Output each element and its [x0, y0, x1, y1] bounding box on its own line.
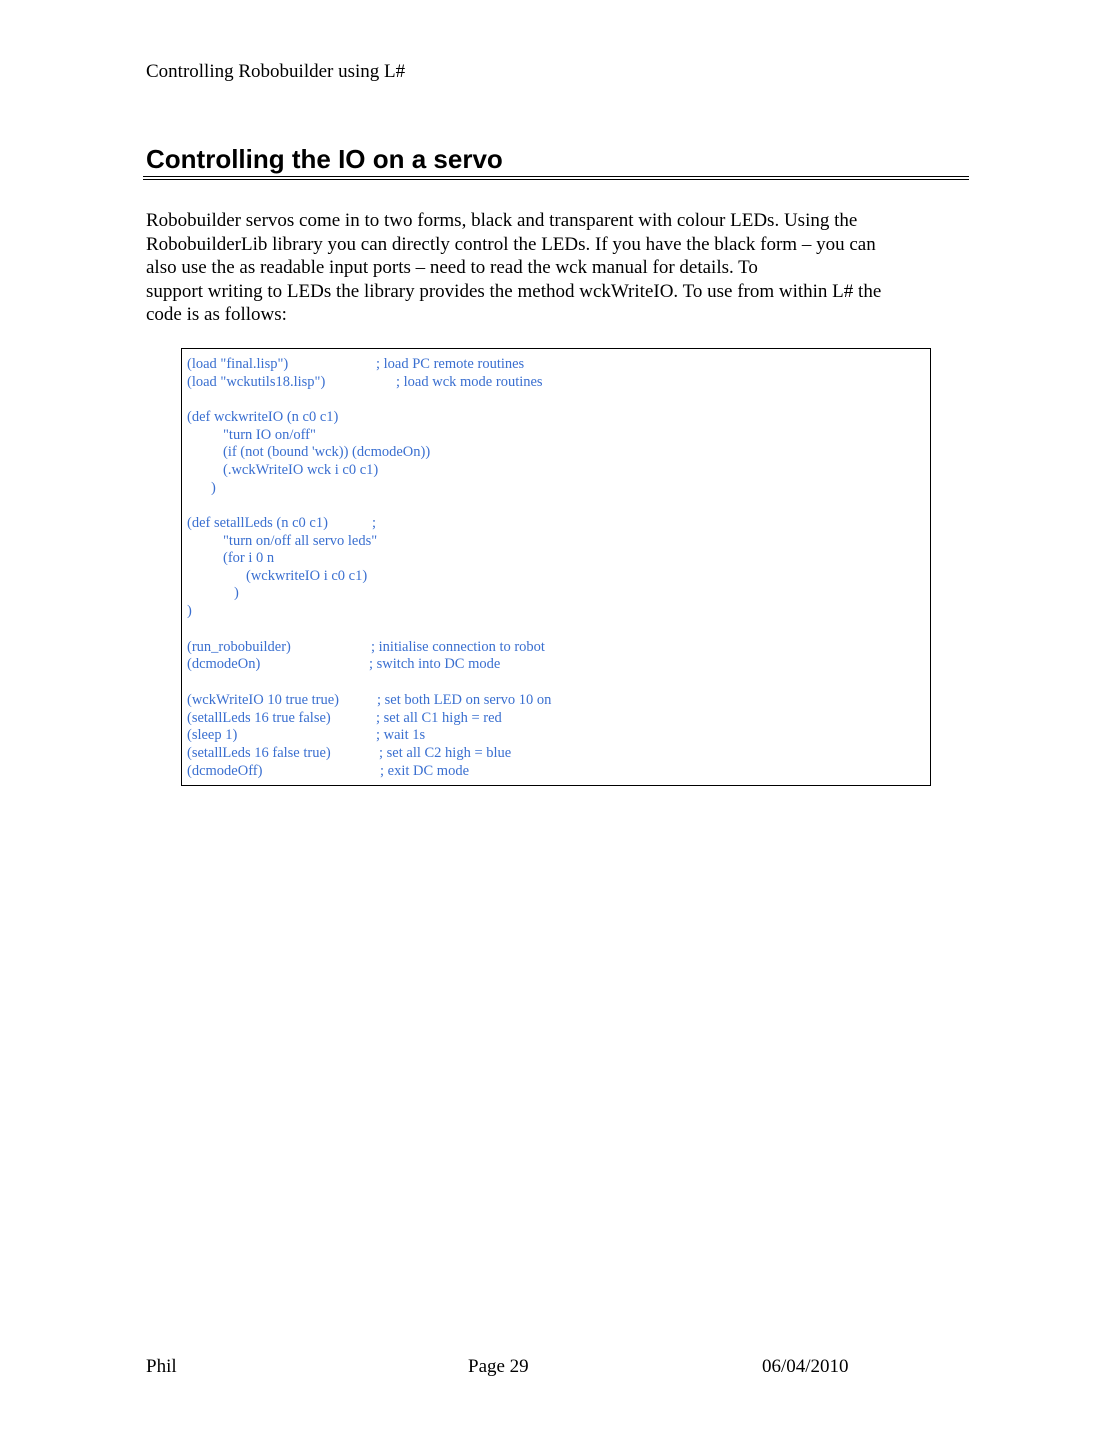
code-listing [181, 348, 931, 786]
code-text: ) [187, 603, 192, 619]
code-comment: ; set both LED on servo 10 on [377, 692, 552, 708]
code-text: ) [211, 480, 216, 496]
code-line [246, 567, 916, 585]
code-line [187, 691, 927, 709]
code-line [223, 461, 923, 479]
code-comment: ; set all C2 high = blue [379, 745, 512, 761]
running-header: Controlling Robobuilder using L# [146, 61, 406, 82]
code-text: (dcmodeOn) [187, 656, 261, 672]
code-line [223, 532, 923, 550]
code-text: (run_robobuilder) [187, 639, 291, 655]
code-line [187, 709, 927, 727]
code-text: (dcmodeOff) [187, 763, 263, 779]
code-line [187, 762, 927, 780]
code-comment: ; [372, 515, 377, 531]
code-text: "turn IO on/off" [223, 427, 316, 443]
code-line [187, 602, 927, 620]
code-line [187, 638, 927, 656]
code-line [187, 373, 927, 391]
code-text: (load "wckutils18.lisp") [187, 374, 326, 390]
code-line [187, 355, 927, 373]
code-comment: ; set all C1 high = red [376, 710, 502, 726]
code-text: (.wckWriteIO wck i c0 c1) [223, 462, 379, 478]
code-comment: ; wait 1s [376, 727, 426, 743]
code-line [187, 408, 927, 426]
intro-line: RobobuilderLib library you can directly control the LEDs. If you have the black form – you can [146, 233, 876, 255]
code-text: (for i 0 n [223, 550, 275, 566]
intro-line: code is as follows: [146, 304, 287, 326]
code-text: (wckWriteIO 10 true true) [187, 692, 340, 708]
code-comment: ; load wck mode routines [396, 374, 543, 390]
code-text: (if (not (bound 'wck)) (dcmodeOn)) [223, 444, 431, 460]
code-line [187, 726, 927, 744]
intro-line: support writing to LEDs the library provides the method wckWriteIO. To use from within L# the [146, 280, 882, 302]
heading-rule [143, 176, 969, 180]
intro-paragraph [146, 209, 956, 327]
code-text: ) [234, 585, 239, 601]
code-text: (wckwriteIO i c0 c1) [246, 568, 368, 584]
code-line [223, 549, 923, 567]
code-text: (load "final.lisp") [187, 356, 289, 372]
code-line [223, 426, 923, 444]
code-text: "turn on/off all servo leds" [223, 533, 378, 549]
code-line [187, 514, 927, 532]
code-line [223, 443, 923, 461]
code-line [187, 744, 927, 762]
code-text: (setallLeds 16 true false) [187, 710, 331, 726]
code-text: (setallLeds 16 false true) [187, 745, 331, 761]
code-text: (sleep 1) [187, 727, 238, 743]
intro-line: Robobuilder servos come in to two forms, black and transparent with colour LEDs. Using the [146, 210, 858, 231]
section-title: Controlling the IO on a servo [146, 144, 503, 174]
intro-line: also use the as readable input ports – need to read the wck manual for details. To [146, 257, 758, 279]
code-line [187, 655, 927, 673]
code-line [234, 584, 904, 602]
footer-date: 06/04/2010 [762, 1356, 849, 1377]
code-line [211, 479, 911, 497]
code-text: (def setallLeds (n c0 c1) [187, 515, 328, 531]
footer-page-number: Page 29 [468, 1356, 529, 1377]
code-text: (def wckwriteIO (n c0 c1) [187, 409, 339, 425]
code-comment: ; initialise connection to robot [371, 639, 545, 655]
footer-author: Phil [146, 1356, 177, 1377]
code-comment: ; load PC remote routines [376, 356, 525, 372]
code-comment: ; exit DC mode [380, 763, 470, 779]
code-comment: ; switch into DC mode [369, 656, 501, 672]
